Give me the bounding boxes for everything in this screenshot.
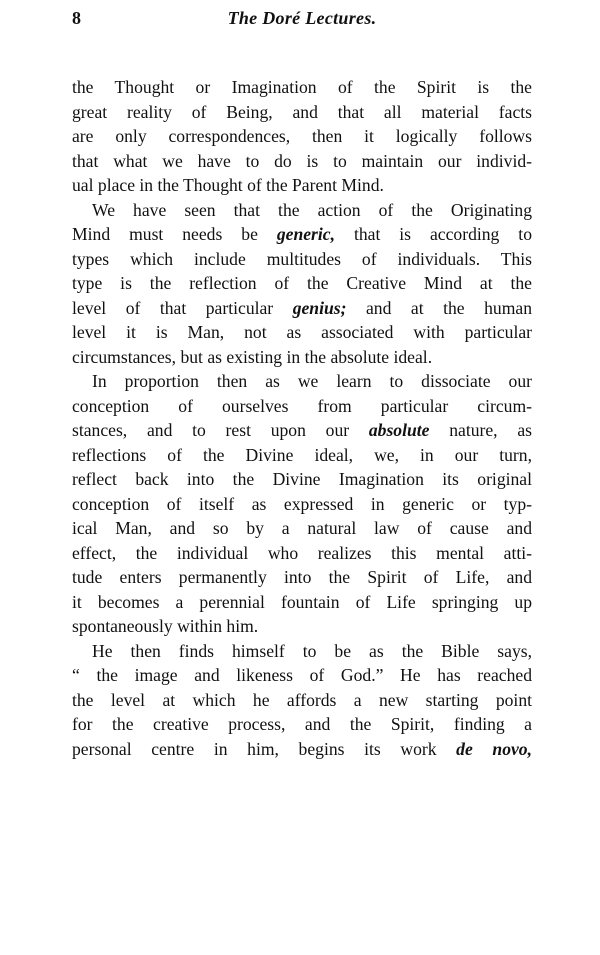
text-segment: are only correspondences, then it logically follows <box>72 126 532 146</box>
text-line <box>72 124 532 149</box>
text-segment: We have seen that the action of the Originating <box>92 199 532 220</box>
text-line <box>72 712 532 737</box>
text-segment: stances, and to rest upon our <box>72 420 369 440</box>
text-line <box>72 443 532 468</box>
text-segment: for the creative process, and the Spirit, finding a <box>72 714 532 734</box>
text-segment: the level at which he affords a new starting point <box>72 689 532 710</box>
text-segment: it becomes a perennial fountain of Life springing up <box>72 591 532 612</box>
running-title: The Doré Lectures. <box>227 8 377 28</box>
text-segment: nature, as <box>429 420 532 440</box>
text-line <box>72 75 532 100</box>
text-line <box>72 688 532 713</box>
text-line <box>72 345 532 370</box>
text-segment: conception of ourselves from particular circum- <box>72 395 532 416</box>
text-line <box>72 100 532 125</box>
text-line <box>72 173 532 198</box>
text-segment: He then finds himself to be as the Bible says, <box>92 640 532 661</box>
text-line <box>72 541 532 566</box>
text-line <box>72 467 532 492</box>
text-segment: reflect back into the Divine Imagination its original <box>72 469 532 489</box>
text-segment: types which include multitudes of individuals. This <box>72 248 532 269</box>
text-line <box>72 492 532 517</box>
text-segment: circumstances, but as existing in the absolute ideal. <box>72 346 433 367</box>
text-segment: great reality of Being, and that all material facts <box>72 101 532 122</box>
text-segment: effect, the individual who realizes this mental atti- <box>72 542 532 563</box>
text-segment: and at the human <box>346 297 532 318</box>
text-line <box>72 222 532 247</box>
text-segment: “ the image and likeness of God.” He has reached <box>72 665 532 685</box>
text-segment: personal centre in him, begins its work <box>72 738 457 759</box>
text-segment: that what we have to do is to maintain our individ- <box>72 150 532 171</box>
text-segment: spontaneously within him. <box>72 616 259 636</box>
paragraph <box>72 75 532 198</box>
italic-text: genius; <box>292 297 347 318</box>
text-line <box>72 663 532 688</box>
text-segment: level it is Man, not as associated with particular <box>72 322 532 342</box>
text-line <box>72 394 532 419</box>
text-line <box>72 639 532 664</box>
text-line <box>72 247 532 272</box>
text-segment: level of that particular <box>72 297 293 318</box>
text-segment: tude enters permanently into the Spirit of Life, and <box>72 567 532 587</box>
text-segment: conception of itself as expressed in generic or typ- <box>72 493 532 514</box>
text-line <box>72 516 532 541</box>
text-line <box>72 590 532 615</box>
text-segment: type is the reflection of the Creative Mind at the <box>72 273 532 293</box>
text-line <box>72 418 532 443</box>
italic-text: de novo, <box>456 738 532 759</box>
text-line <box>72 737 532 762</box>
text-segment: Mind must needs be <box>72 224 277 244</box>
text-segment: that is according to <box>335 224 532 244</box>
text-line <box>72 198 532 223</box>
text-line <box>72 320 532 345</box>
text-line <box>72 271 532 296</box>
text-segment: the Thought or Imagination of the Spirit is the <box>72 77 532 97</box>
text-segment: reflections of the Divine ideal, we, in our turn, <box>72 444 532 465</box>
text-line <box>72 369 532 394</box>
italic-text: absolute <box>368 420 430 440</box>
text-line <box>72 565 532 590</box>
page-number: 8 <box>72 8 81 28</box>
paragraph <box>72 639 532 762</box>
text-segment: ical Man, and so by a natural law of cause and <box>72 518 532 538</box>
text-segment: ual place in the Thought of the Parent Mind. <box>72 175 384 195</box>
page-header <box>72 8 532 34</box>
text-segment: In proportion then as we learn to dissociate our <box>92 371 532 391</box>
paragraph <box>72 198 532 370</box>
paragraph <box>72 369 532 639</box>
text-line <box>72 149 532 174</box>
italic-text: generic, <box>276 224 335 244</box>
text-line <box>72 296 532 321</box>
body-text <box>72 75 532 761</box>
text-line <box>72 614 532 639</box>
